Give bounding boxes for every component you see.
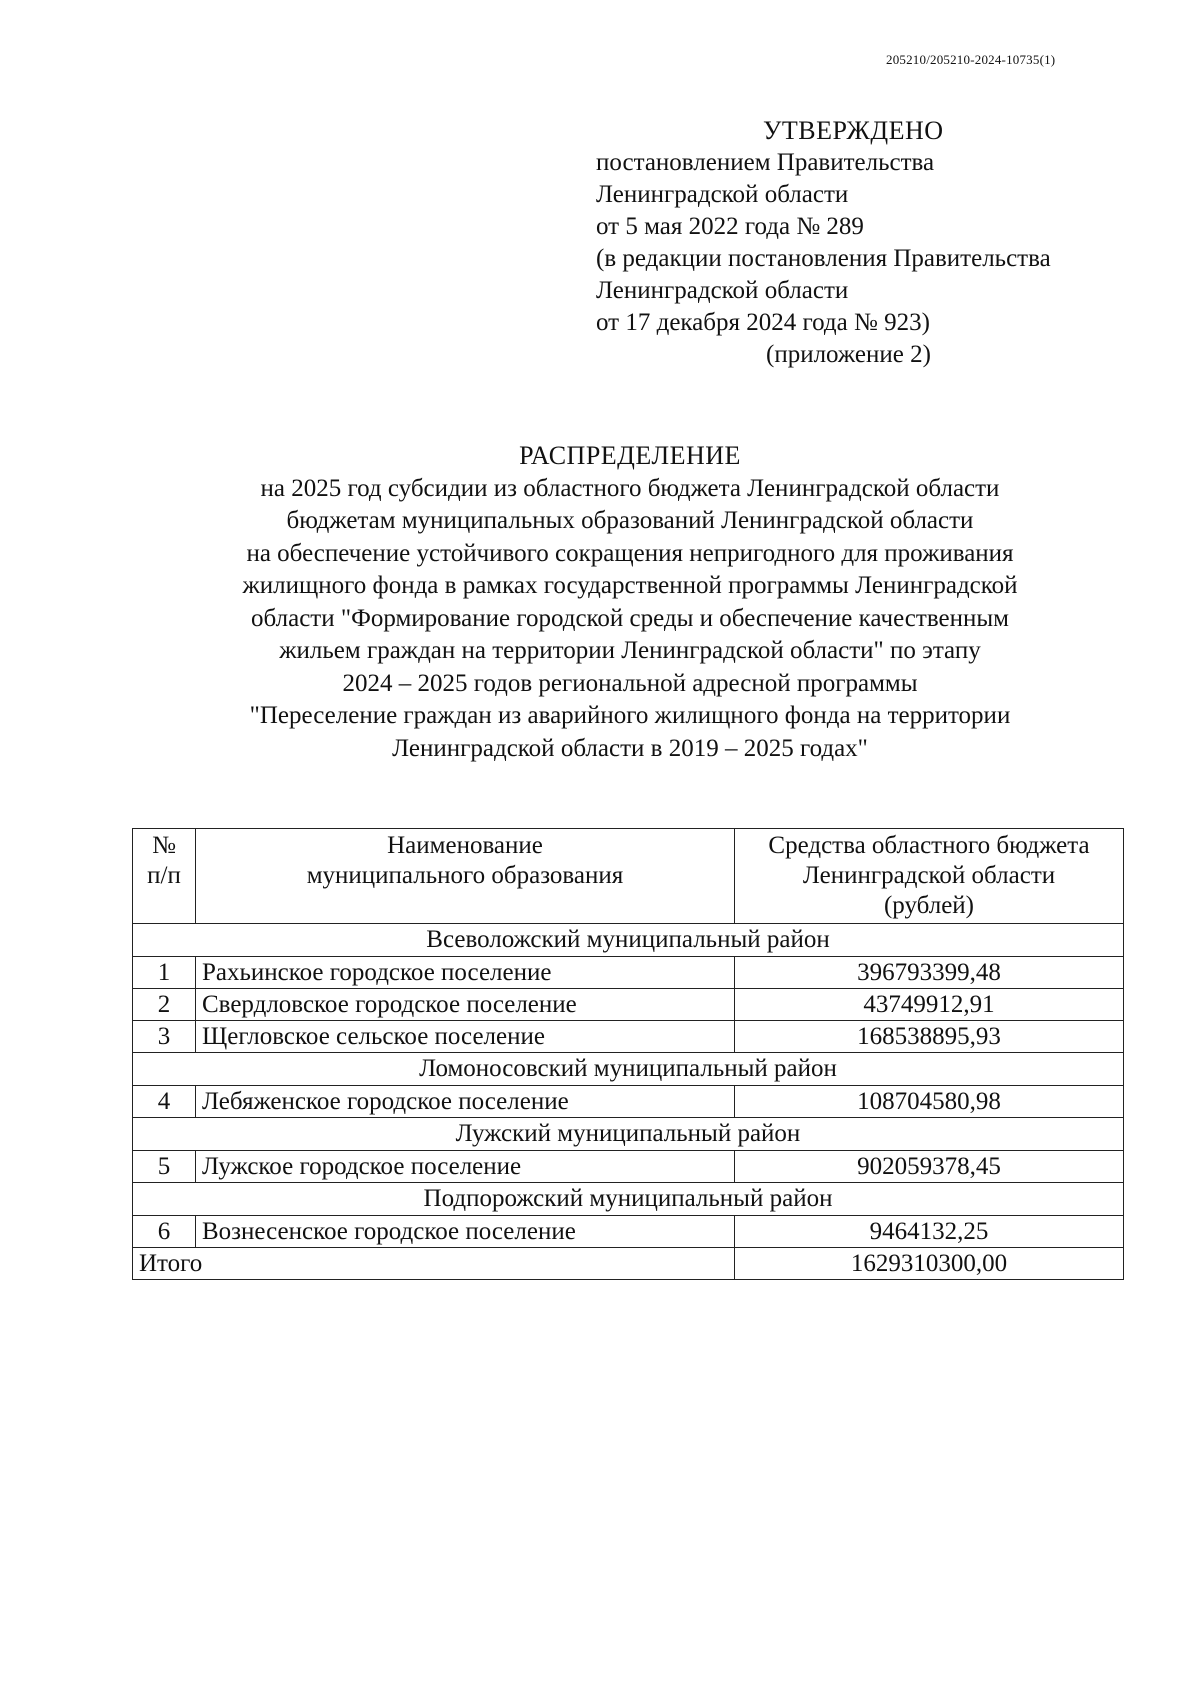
district-name: Подпорожский муниципальный район bbox=[133, 1183, 1124, 1216]
table-header-row bbox=[133, 829, 1124, 924]
document-title: РАСПРЕДЕЛЕНИЕ bbox=[519, 441, 741, 470]
row-num: 5 bbox=[133, 1151, 196, 1183]
row-sum: 902059378,45 bbox=[735, 1151, 1124, 1183]
table-row bbox=[133, 1216, 1124, 1248]
row-num: 6 bbox=[133, 1216, 196, 1248]
approval-appendix: (приложение 2) bbox=[766, 341, 931, 368]
approval-line: от 17 декабря 2024 года № 923) bbox=[596, 309, 930, 336]
row-sum: 396793399,48 bbox=[735, 957, 1124, 989]
row-name: Лужское городское поселение bbox=[196, 1151, 735, 1183]
row-name: Щегловское сельское поселение bbox=[196, 1021, 735, 1053]
header-name-line2: муниципального образования bbox=[306, 862, 624, 889]
header-sum-line2: Ленинградской области bbox=[802, 862, 1056, 889]
district-name: Всеволожский муниципальный район bbox=[133, 924, 1124, 957]
header-num bbox=[133, 829, 196, 924]
row-sum: 108704580,98 bbox=[735, 1086, 1124, 1118]
header-name-line1: Наименование bbox=[387, 832, 543, 859]
header-num-line1: № bbox=[152, 832, 176, 859]
table-row bbox=[133, 957, 1124, 989]
table-row bbox=[133, 1086, 1124, 1118]
heading-line: на обеспечение устойчивого сокращения непригодного для проживания bbox=[246, 539, 1014, 567]
row-name: Лебяженское городское поселение bbox=[196, 1086, 735, 1118]
document-id: 205210/205210-2024-10735(1) bbox=[886, 52, 1056, 67]
row-sum: 43749912,91 bbox=[735, 989, 1124, 1021]
row-num: 3 bbox=[133, 1021, 196, 1053]
table-row bbox=[133, 1021, 1124, 1053]
total-label: Итого bbox=[133, 1248, 735, 1280]
approval-title: УТВЕРЖДЕНО bbox=[763, 116, 944, 145]
distribution-table bbox=[132, 828, 1124, 1280]
header-num-line2: п/п bbox=[147, 862, 181, 889]
header-name bbox=[196, 829, 735, 924]
heading-line: "Переселение граждан из аварийного жилищного фонда на территории bbox=[249, 702, 1011, 729]
approval-line: постановлением Правительства bbox=[596, 149, 935, 176]
district-row bbox=[133, 1053, 1124, 1086]
heading-line: области "Формирование городской среды и обеспечение качественным bbox=[251, 604, 1009, 632]
heading-line: Ленинградской области в 2019 – 2025 годах" bbox=[392, 734, 868, 762]
row-num: 1 bbox=[133, 957, 196, 989]
row-name: Рахьинское городское поселение bbox=[196, 957, 735, 989]
table-row bbox=[133, 989, 1124, 1021]
header-sum-line3: (рублей) bbox=[883, 892, 975, 919]
approval-line: Ленинградской области bbox=[596, 181, 849, 208]
district-row bbox=[133, 924, 1124, 957]
district-row bbox=[133, 1183, 1124, 1216]
district-name: Лужский муниципальный район bbox=[133, 1118, 1124, 1151]
approval-line: (в редакции постановления Правительства bbox=[596, 245, 1051, 272]
heading-line: бюджетам муниципальных образований Ленинградской области bbox=[286, 507, 974, 534]
row-sum: 168538895,93 bbox=[735, 1021, 1124, 1053]
header-sum bbox=[735, 829, 1124, 924]
approval-line: Ленинградской области bbox=[596, 277, 849, 304]
heading-line: на 2025 год субсидии из областного бюджета Ленинградской области bbox=[260, 474, 1000, 502]
total-sum: 1629310300,00 bbox=[735, 1248, 1124, 1280]
district-name: Ломоносовский муниципальный район bbox=[133, 1053, 1124, 1086]
row-sum: 9464132,25 bbox=[735, 1216, 1124, 1248]
approval-line: от 5 мая 2022 года № 289 bbox=[596, 213, 864, 240]
heading-line: 2024 – 2025 годов региональной адресной программы bbox=[342, 669, 918, 697]
approval-block bbox=[596, 115, 1156, 371]
total-row bbox=[133, 1248, 1124, 1280]
district-row bbox=[133, 1118, 1124, 1151]
row-name: Вознесенское городское поселение bbox=[196, 1216, 735, 1248]
row-name: Свердловское городское поселение bbox=[196, 989, 735, 1021]
table-row bbox=[133, 1151, 1124, 1183]
heading-line: жилищного фонда в рамках государственной программы Ленинградской bbox=[242, 572, 1018, 599]
row-num: 4 bbox=[133, 1086, 196, 1118]
row-num: 2 bbox=[133, 989, 196, 1021]
header-sum-line1: Средства областного бюджета bbox=[768, 832, 1090, 859]
document-heading bbox=[100, 440, 1160, 765]
heading-line: жильем граждан на территории Ленинградской области" по этапу bbox=[279, 637, 981, 664]
